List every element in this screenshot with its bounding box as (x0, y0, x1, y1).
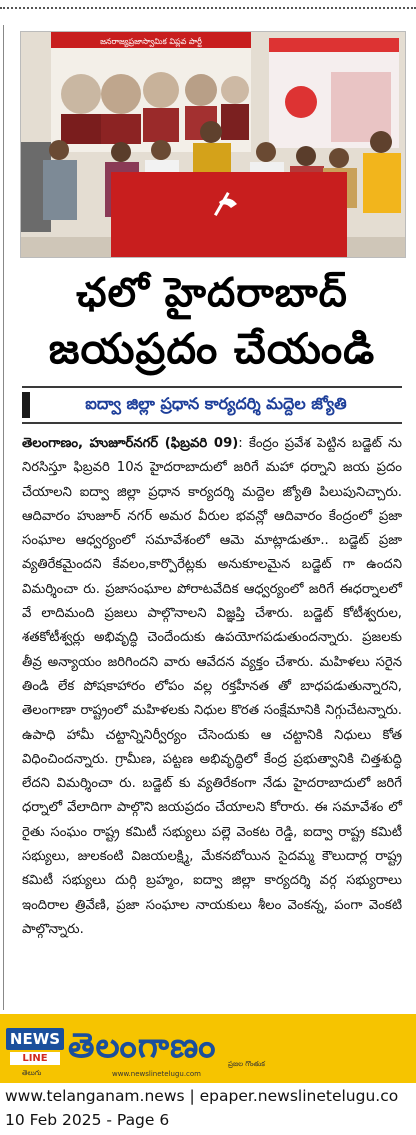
masthead-tagline: ప్రజల గొంతుక (228, 1060, 265, 1068)
top-dotted-rule (0, 7, 416, 9)
masthead-url: www.newslinetelugu.com (112, 1070, 201, 1078)
dateline: తెలంగాణం, హుజూర్‌నగర్ (ఫిబ్రవరి 09) (22, 436, 239, 451)
left-column-rule (3, 25, 4, 1010)
masthead-title: తెలంగాణం (68, 1026, 217, 1066)
newsline-logo (6, 1028, 64, 1077)
page-date: 10 Feb 2025 - Page 6 (5, 1111, 170, 1129)
article-text: : కేంద్రం ప్రవేశ పెట్టిన బడ్జెట్ ను నిరసిస్తూ ఫిబ్రవరి 10న హైదరాబాదులో జరిగే మహా ధర్నాని జయ ప్రదం చేయాలని ఐద్వా జిల్లా ప్రధాన కార్యదర్శి మద్దెల జ్యోతి పిలుపునిచ్చారు. ఆదివారం హుజూర్ నగర్ అమర వీరుల భవన్లో ఆదివారం కేంద్రంలో ప్రజా సంఘాల ఆధ్వర్యంలో సమావేశంలో ఆమె మాట్లాడుతూ.. బడ్జెట్ ప్రజా వ్యతిరేకమైందని కేవలం,కార్పొరేట్లకు అనుకూలమైన బడ్జెట్ గా ఉందని విమర్శించా రు. ప్రజాసంఘాల పోరాటవేదిక ఆధ్వర్యంలో జరిగే ఈధర్నాలలో వే లాదిమంది ప్రజలు పాల్గొనాలని విజ్ఞప్తి చేశారు. బడ్జెట్ కోటీశ్వరుల, శతకోటీశ్వర్లు అభివృద్ధి చెందేందుకు ఉపయోగపడుతుందన్నారు. ప్రజలకు తీవ్ర అన్యాయం జరిగిందని వారు ఆవేదన వ్యక్తం చేశారు. మహిళలు సరైన తిండి లేక పోషకాహారం లోపం వల్ల రక్తహీనత తో బాధపడుతున్నారని, తెలంగాణా రాష్ట్రంలో మహిళలకు నిధుల కొరత సంక్షేమానికి నిగ్గుచేటన్నారు. ఉపాధి హామీ చట్టాన్నినిర్వీర్యం చేసెందుకు ఆ చట్టానికి నిధులు కోత విధించిందన్నారు. గ్రామీణ, పట్టణ అభివృద్ధిలో కేంద్ర ప్రభుత్వానికి చిత్తశుద్ధి లేదని విమర్శించా రు. బడ్జెట్ కు వ్యతిరేకంగా నేడు హైదరాబాదులో జరిగే ధర్నాలో వేలాదిగా పాల్గొని జయప్రదం చేయాలని కోరారు. ఈ సమావేశం లో రైతు సంఘం రాష్ట్ర కమిటీ సభ్యులు పల్లె వెంకట రెడ్డి, ఐద్వా రాష్ట్ర కమిటీ సభ్యులు, జులకంటి విజయలక్ష్మి, మేకనబోయిన సైదమ్మ కౌలుదార్ల రాష్ట్ర కమిటీ సభ్యులు దుర్గి బ్రహ్మం, ఐద్వా జిల్లా కార్యదర్శి వర్గ సభ్యురాలు ఇందిరాల త్రివేణి, ప్రజా సంఘాల నాయకులు శీలం వెంకన్న, పంగా వెంకటి పాల్గొన్నారు. (22, 436, 402, 937)
subhead-bar (22, 386, 402, 424)
logo-news-text: NEWS (6, 1028, 64, 1050)
headline-line-2: జయప్రదం చేయండి (48, 324, 376, 373)
subhead-accent-bar (22, 392, 30, 418)
site-links: www.telanganam.news | epaper.newslinetelugu.co (5, 1087, 399, 1105)
subhead: ఐద్వా జిల్లా ప్రధాన కార్యదర్శి మద్దెల జ్యోతి (85, 393, 347, 413)
meeting-photo-illustration (21, 32, 405, 257)
logo-sub-text: తెలుగు (22, 1069, 42, 1077)
footer-info (0, 1083, 416, 1135)
article-paragraph (22, 432, 402, 942)
article-body (22, 432, 402, 942)
banner-text: జనరాజ్యప్రజాస్వామిక విప్లవ పార్టీ (100, 37, 202, 46)
logo-line-text: LINE (10, 1052, 60, 1065)
footer (0, 1014, 416, 1135)
headline-line-1: ఛలో హైదరాబాద్ (76, 270, 348, 316)
news-photo (20, 31, 406, 258)
